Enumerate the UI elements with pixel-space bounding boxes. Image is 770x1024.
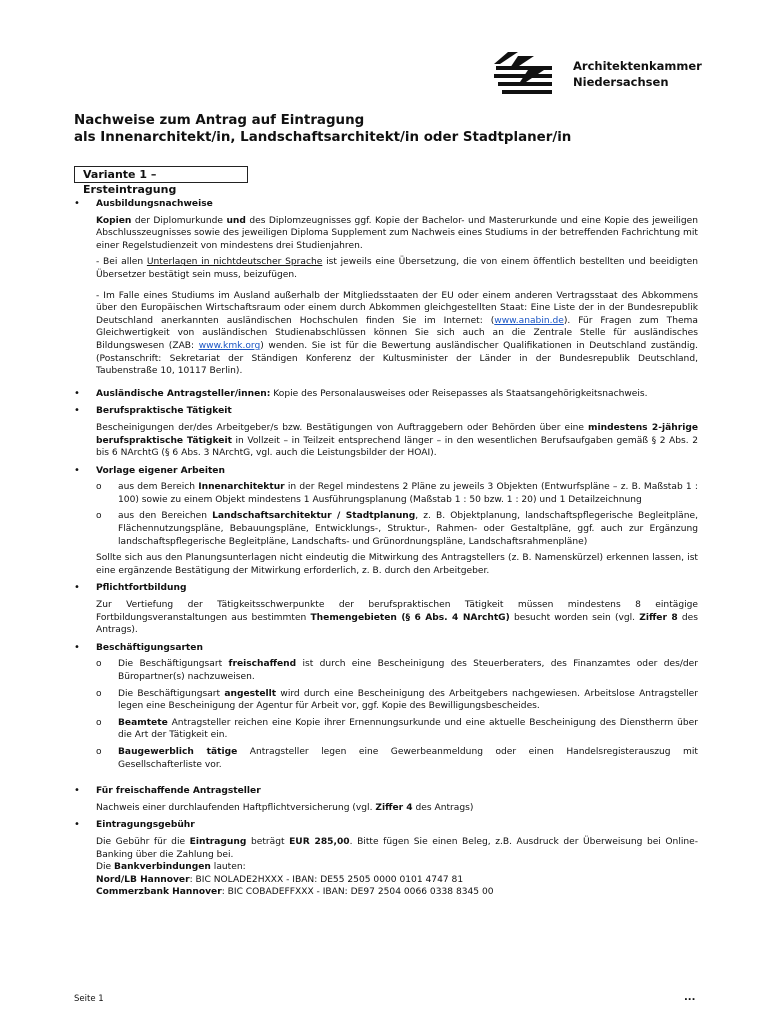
variant-box: Variante 1 – Ersteintragung	[74, 166, 248, 183]
kmk-link[interactable]: www.kmk.org	[198, 340, 261, 351]
section-arbeiten: • Vorlage eigener Arbeiten o aus dem Bereich Innenarchitektur in der Regel mindestens 2 Pläne zu jeweils 3 Objekten (Entwurfspläne – z. B. Maßstab 1 : 100) sowie zu einem Objekt mindestens 1 Ausführungsplanung (Maßstab 1 : 50 bzw. 1 : 20) und 1 Detailzeichnung o aus den Bereichen Landschaftsarchitektur / Stadtplanung, z. B. Objektplanung, landschaftspflegerische Begleitpläne, Flächennutzungspläne, Bebauungspläne, Entwicklungs-, Struktur-, Rahmen- oder Gestaltpläne, ggf. auch zur Ergänzung landschaftspflegerische Begleitpläne, Landschafts- und Grünordnungspläne, Landschaftsrahmenpläne) Sollte sich aus den Planungsunterlagen nicht eindeutig die Mitwirkung des Antragstellers (z. B. Namenskürzel) erkennen lassen, ist eine ergänzende Bestätigung der Mitwirkung erforderlich, z. B. durch den Arbeitgeber.	[74, 465, 698, 578]
section-auslaender: • Ausländische Antragsteller/innen: Kopie des Personalausweises oder Reisepasses als Staatsangehörigkeitsnachweis.	[74, 388, 698, 401]
section-beschaeftigung: • Beschäftigungsarten o Die Beschäftigungsart freischaffend ist durch eine Bescheinigung des Steuerberaters, des Finanzamtes oder des/der Büropartner(s) nachzuweisen. o Die Beschäftigungsart angestellt wird durch eine Bescheinigung des Arbeitgebers nachgewiesen. Arbeitslose Antragsteller legen eine Bescheinigung der Agentur für Arbeit vor, ggf. Kopie des Bewilligungsbescheides. o Beamtete Antragsteller reichen eine Kopie ihrer Ernennungsurkunde und eine aktuelle Bescheinigung des Dienstherrn über die Art der Tätigkeit ein. o Baugewerblich tätige Antragsteller legen eine Gewerbeanmeldung oder einen Handelsregisterauszug mit Gesellschafterliste vor.	[74, 642, 698, 771]
section-ausbildung: • Ausbildungsnachweise Kopien der Diplomurkunde und des Diplomzeugnisses ggf. Kopie der Bachelor- und Masterurkunde und eine Kopie des jeweiligen Abschlusszeugnisses sowie des jeweiligen Diploma Supplement zum Nachweis eines Studiums in der betreffenden Fachrichtung mit einer Regelstudienzeit von mindestens drei Studienjahren. - Bei allen Unterlagen in nichtdeutscher Sprache ist jeweils eine Übersetzung, die von einem öffentlich bestellten und beeidigten Übersetzer bestätigt sein muss, beizufügen. - Im Falle eines Studiums im Ausland außerhalb der Mitgliedsstaaten der EU oder einem anderen Vertragsstaat des Abkommens über den Europäischen Wirtschaftsraum oder einem durch Abkommen gleichgestellten Staat: Eine Liste der in der Bundesrepublik Deutschland anerkannten ausländischen Hochschulen finden Sie im Internet: (www.anabin.de). Für Fragen zum Thema Gleichwertigkeit von ausländischen Studienabschlüssen können Sie sich auch an die Zentrale Stelle für ausländisches Bildungswesen (ZAB: www.kmk.org) wenden. Sie ist für die Bewertung ausländischer Qualifikationen in Deutschland zuständig. (Postanschrift: Sekretariat der Ständigen Konferenz der Kultusminister der Länder in der Bundesrepublik Deutschland, Taubenstraße 10, 10117 Berlin).	[74, 198, 698, 378]
anabin-link[interactable]: www.anabin.de	[494, 315, 564, 326]
page-title: Nachweise zum Antrag auf Eintragung als Innenarchitekt/in, Landschaftsarchitekt/in oder Stadtplaner/in	[74, 113, 572, 145]
document-body	[74, 198, 698, 904]
section-fortbildung: • Pflichtfortbildung Zur Vertiefung der Tätigkeitsschwerpunkte der berufspraktischen Tätigkeit müssen mindestens 8 eintägige Fortbildungsveranstaltungen aus bestimmten Themengebieten (§ 6 Abs. 4 NArchtG) besucht worden sein (vgl. Ziffer 8 des Antrags).	[74, 582, 698, 636]
section-freischaffend: • Für freischaffende Antragsteller Nachweis einer durchlaufenden Haftpflichtversicherung (vgl. Ziffer 4 des Antrags)	[74, 785, 698, 814]
architektenkammer-logo	[494, 52, 552, 96]
org-name: Architektenkammer Niedersachsen	[573, 59, 702, 89]
page-number: Seite 1	[74, 994, 104, 1004]
continuation-mark: ...	[684, 992, 696, 1003]
section-gebuehr: • Eintragungsgebühr Die Gebühr für die Eintragung beträgt EUR 285,00. Bitte fügen Sie einen Beleg, z.B. Ausdruck der Überweisung bei Online-Banking über die Zahlung bei. Die Bankverbindungen lauten: Nord/LB Hannover: BIC NOLADE2HXXX - IBAN: DE55 2505 0000 0101 4747 81 Commerzbank Hannover: BIC COBADEFFXXX - IBAN: DE97 2504 0066 0338 8345 00	[74, 819, 698, 899]
section-berufspraxis: • Berufspraktische Tätigkeit Bescheinigungen der/des Arbeitgeber/s bzw. Bestätigungen von Auftraggebern oder Behörden über eine mindestens 2-jährige berufspraktische Tätigkeit in Vollzeit – in Teilzeit entsprechend länger – in den wesentlichen Berufsaufgaben gemäß § 2 Abs. 2 bis 6 NArchtG (§ 6 Abs. 3 NArchtG, vgl. auch die Leistungsbilder der HOAI).	[74, 405, 698, 459]
